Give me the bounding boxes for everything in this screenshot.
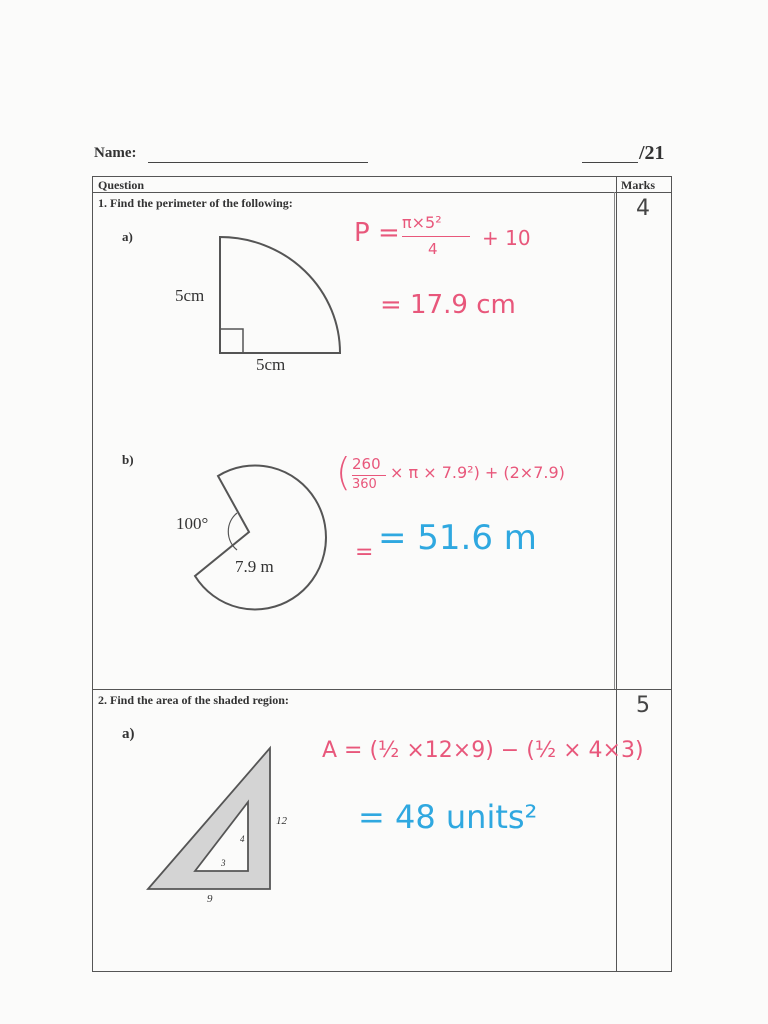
q1a-base-label: 5cm	[256, 355, 286, 374]
q2a-base-label: 9	[207, 893, 213, 905]
quarter-circle-figure	[220, 237, 340, 353]
question-1a-label: a)	[122, 229, 133, 244]
q1b-working-denominator: 360	[352, 477, 377, 492]
q1b-working-rest: × π × 7.9²) + (2×7.9)	[390, 463, 565, 482]
q1b-fraction-bar	[352, 475, 386, 476]
q1a-fraction-bar	[402, 236, 470, 237]
q1b-equals: =	[355, 540, 374, 565]
q2a-inner-base-label: 3	[221, 858, 226, 868]
name-label: Name:	[94, 145, 137, 161]
triangle-figure	[148, 748, 270, 889]
q1b-answer: = 51.6 m	[378, 518, 537, 558]
q2a-answer: = 48 units²	[358, 798, 538, 836]
q1b-radius-label: 7.9 m	[235, 557, 274, 576]
q1a-answer: = 17.9 cm	[380, 290, 516, 320]
score-total: /21	[639, 142, 665, 164]
q2a-working: A = (½ ×12×9) − (½ × 4×3)	[322, 738, 644, 763]
q2a-height-label: 12	[276, 815, 287, 827]
q1a-height-label: 5cm	[175, 286, 205, 305]
question-1b-label: b)	[122, 452, 134, 467]
q1a-working-numerator: π×5²	[402, 213, 442, 232]
sector-figure	[195, 465, 326, 609]
question-2-mark: 5	[636, 693, 650, 718]
question-column-header: Question	[98, 178, 145, 192]
q2a-inner-height-label: 4	[240, 834, 245, 844]
q1b-angle-label: 100°	[176, 514, 209, 533]
marks-column-header: Marks	[621, 178, 655, 192]
q1a-working-p: P =	[354, 218, 400, 248]
q1b-open-paren: (	[336, 450, 351, 494]
q1a-working-denominator: 4	[428, 240, 438, 258]
question-1-mark: 4	[636, 196, 650, 221]
q1a-working-plus: + 10	[482, 226, 531, 250]
q1b-working-numerator: 260	[352, 455, 381, 473]
question-2a-label: a)	[122, 726, 135, 742]
question-1-title: 1. Find the perimeter of the following:	[98, 196, 293, 210]
question-2-title: 2. Find the area of the shaded region:	[98, 693, 289, 707]
